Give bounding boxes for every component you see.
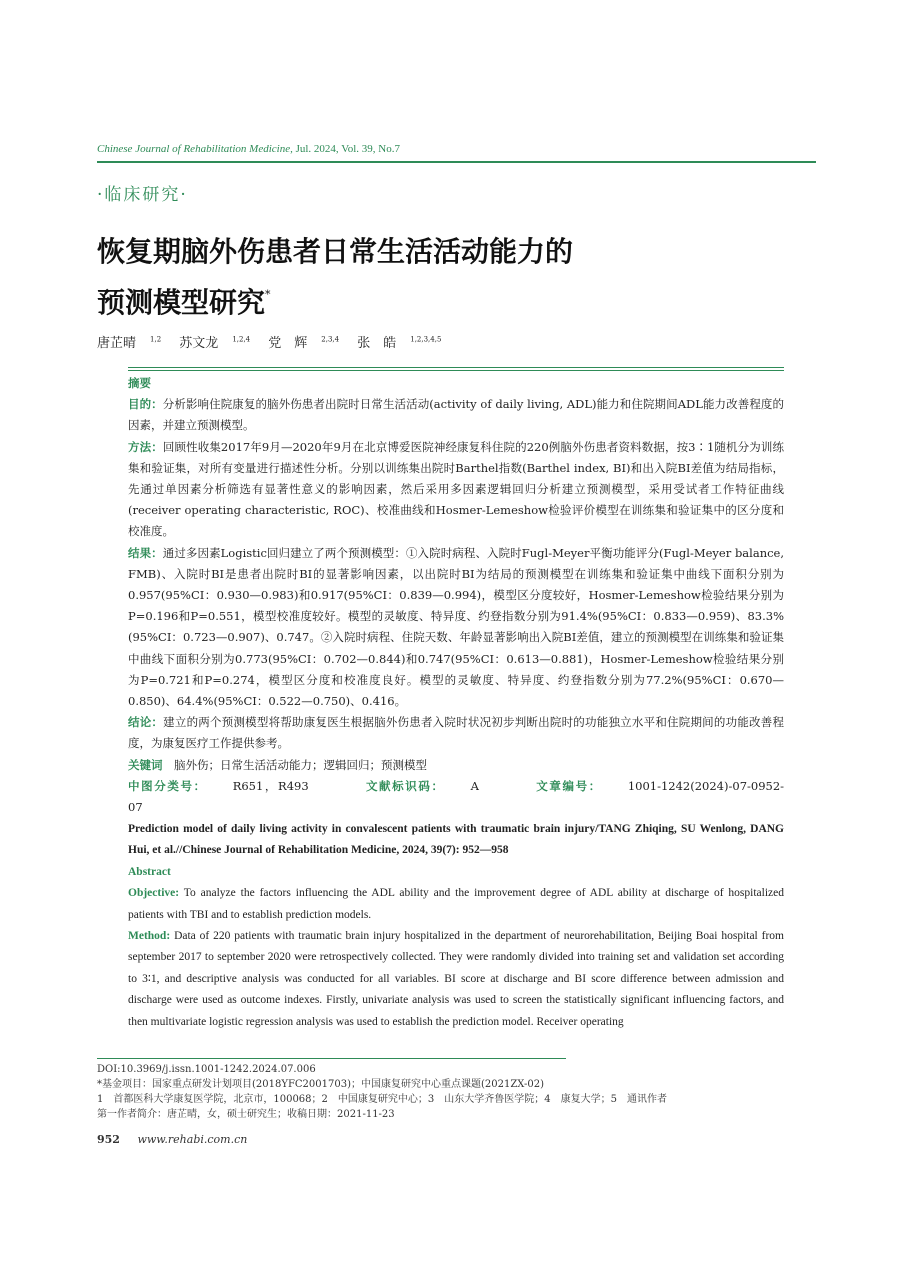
cn-objective: 目的：分析影响住院康复的脑外伤患者出院时日常生活活动(activity of daily living, ADL)能力和住院期间ADL能力改善程度的因素，并建立预测模型。 [128, 397, 784, 433]
title-line-1: 恢复期脑外伤患者日常生活活动能力的 [97, 235, 574, 268]
title-fund-mark: * [265, 288, 271, 301]
chinese-abstract [128, 373, 784, 818]
header-rule [97, 161, 816, 163]
author: 苏文龙 $^{1,2,4}$ [179, 335, 251, 351]
en-method: Method: Data of 220 patients with traumatic brain injury hospitalized in the department of neurorehabilitation, Beijing Boai hospital from september 2017 to september 2020 were retrospectively collected. They were randomly divided into training set and validation set according to 3∶1, and descriptive analysis was conducted for all variables. BI score at discharge and BI score difference between admission and discharge were used as outcome indexes. Firstly, univariate analysis was used to screen the statistically significant influencing factors, and then multivariate logistic regression analysis was used to establish the prediction model. Receiver operating [128, 930, 784, 1028]
footnote-rule [97, 1058, 566, 1059]
cn-conclusion: 结论：建立的两个预测模型将帮助康复医生根据脑外伤患者入院时状况初步判断出院时的功能独立水平和住院期间的功能改善程度，为康复医疗工作提供参考。 [128, 715, 784, 751]
page-number: 952 [97, 1133, 120, 1146]
abstract-rule-top-2 [128, 370, 784, 371]
author: 党 辉 $^{2,3,4}$ [268, 335, 340, 351]
en-abstract-heading: Abstract [128, 865, 171, 878]
en-objective: Objective: To analyze the factors influencing the ADL ability and the improvement degree of ADL ability at discharge of hospitalized patients with TBI and to establish prediction models. [128, 887, 784, 921]
cn-result: 结果：通过多因素Logistic回归建立了两个预测模型：①入院时病程、入院时Fugl-Meyer平衡功能评分(Fugl-Meyer balance, FMB)、入院时BI是患者出院时BI的显著影响因素，以出院时BI为结局的预测模型在训练集和验证集中曲线下面积分别为0.957(95%CI：0.930—0.983)和0.917(95%CI：0.839—0.994)，模型区分度较好，Hosmer-Lemeshow检验结果分别为P=0.196和P=0.551，模型校准度较好。模型的灵敏度、特异度、约登指数分别为91.4%(95%CI：0.833—0.959)、83.3%(95%CI：0.723—0.907)、0.747。②入院时病程、住院天数、年龄显著影响出入院BI差值，建立的预测模型在训练集和验证集中曲线下面积分别为0.773(95%CI：0.702—0.844)和0.747(95%CI：0.613—0.881)，Hosmer-Lemeshow检验结果分别为P=0.721和P=0.274，模型区分度和校准度良好。模型的灵敏度、特异度、约登指数分别为77.2%(95%CI：0.670—0.850)、64.4%(95%CI：0.522—0.750)、0.416。 [128, 545, 785, 709]
page-footer [97, 1133, 247, 1146]
en-citation-title: Prediction model of daily living activity in convalescent patients with traumatic brain injury/TANG Zhiqing, SU Wenlong, DANG Hui, et al.//Chinese Journal of Rehabilitation Medicine, 2024, 39(7): 952—958 [128, 823, 784, 857]
footnotes [97, 1062, 816, 1122]
journal-name: Chinese Journal of Rehabilitation Medicine, [97, 143, 293, 155]
article-title [97, 230, 573, 324]
english-abstract [128, 819, 784, 1033]
doi-line: DOI:10.3969/j.issn.1001-1242.2024.07.006 [97, 1064, 316, 1075]
title-line-2: 预测模型研究 [97, 286, 266, 319]
journal-issue: Jul. 2024, Vol. 39, No.7 [295, 143, 400, 155]
author: 唐芷晴 $^{1,2}$ [97, 335, 162, 351]
abstract-rule-top [128, 367, 784, 368]
cn-method: 方法：回顾性收集2017年9月—2020年9月在北京博爱医院神经康复科住院的220例脑外伤患者资料数据，按3∶1随机分为训练集和验证集，对所有变量进行描述性分析。分别以训练集出院时Barthel指数(Barthel index, BI)和出入院BI差值为结局指标，先通过单因素分析筛选有显著性意义的影响因素，然后采用多因素逻辑回归分析建立预测模型，采用受试者工作特征曲线(receiver operating characteristic, ROC)、校准曲线和Hosmer-Lemeshow检验评价模型在训练集和验证集中的区分度和校准度。 [128, 439, 785, 539]
first-author-line: 第一作者简介：唐芷晴，女，硕士研究生；收稿日期：2021-11-23 [97, 1109, 395, 1120]
author-list [97, 332, 455, 351]
cn-keywords: 关键词 脑外伤；日常生活活动能力；逻辑回归；预测模型 [128, 757, 427, 772]
author: 张 皓 $^{1,2,3,4,5}$ [357, 335, 442, 351]
journal-header [97, 143, 400, 155]
classification-line: 中图分类号： R651，R493 文献标识码： A 文章编号： 1001-1242(2024)-07-0952-07 [128, 778, 785, 815]
section-label: ·临床研究· [97, 185, 188, 205]
abstract-heading: 摘要 [128, 376, 151, 390]
fund-line: *基金项目：国家重点研发计划项目(2018YFC2001703)；中国康复研究中心重点课题(2021ZX-02) [97, 1079, 545, 1090]
affiliation-line: 1 首都医科大学康复医学院，北京市，100068；2 中国康复研究中心；3 山东大学齐鲁医学院；4 康复大学；5 通讯作者 [97, 1094, 667, 1105]
journal-website: www.rehabi.com.cn [137, 1133, 248, 1146]
